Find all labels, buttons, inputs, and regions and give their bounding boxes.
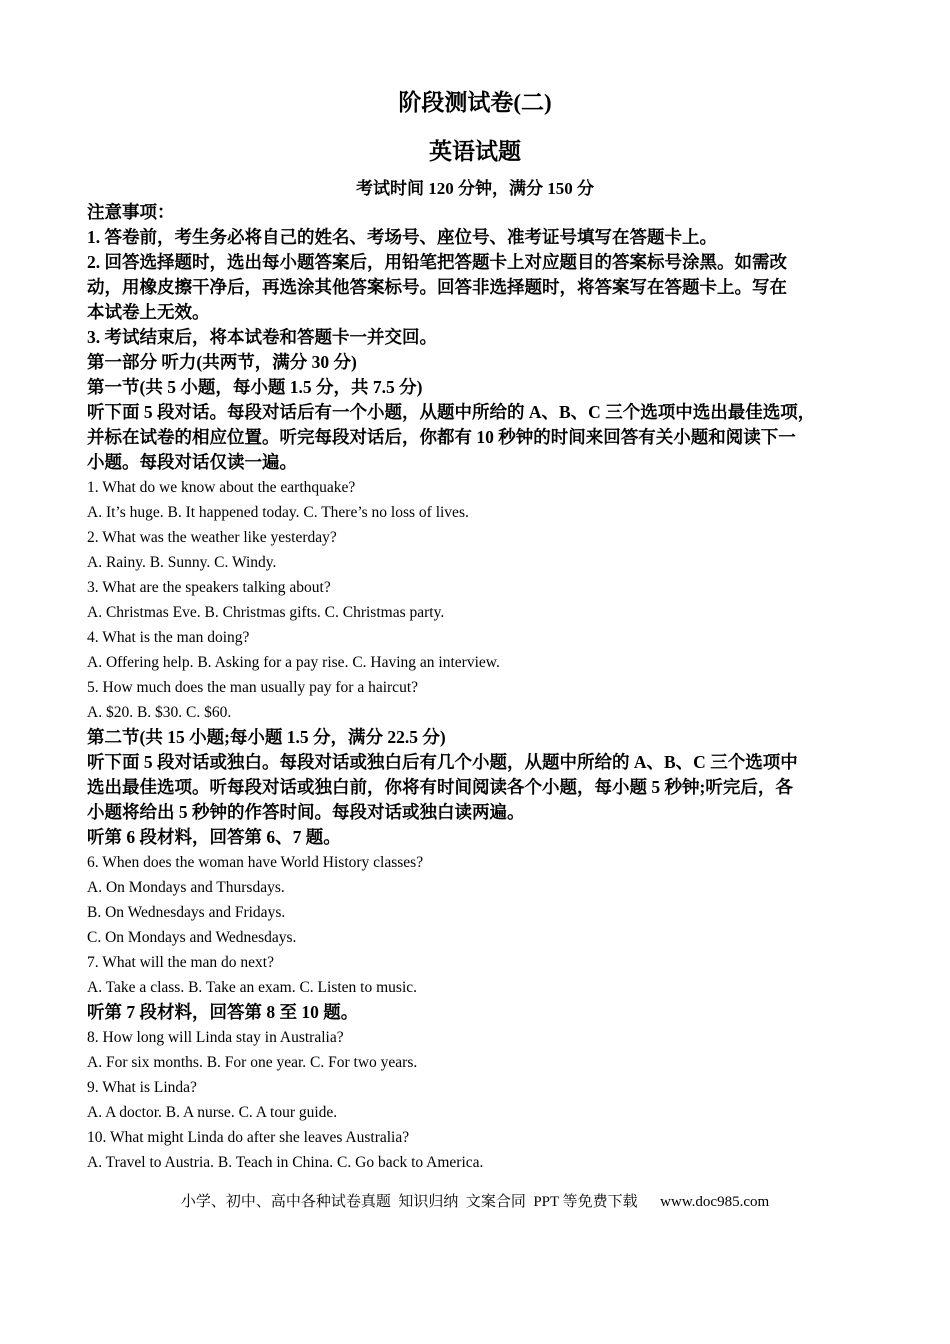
question-line: 5. How much does the man usually pay for a haircut? [87,679,419,696]
question-line: A. A doctor. B. A nurse. C. A tour guide. [87,1104,338,1121]
question-line: A. $20. B. $30. C. $60. [87,704,232,721]
question-line: A. Christmas Eve. B. Christmas gifts. C. Christmas party. [87,604,445,621]
question-line: 1. What do we know about the earthquake? [87,479,356,496]
question-line: A. Offering help. B. Asking for a pay rise. C. Having an interview. [87,654,500,671]
question-line: C. On Mondays and Wednesdays. [87,929,297,946]
instruction-line: 听第 6 段材料，回答第 6、7 题。 [87,827,341,847]
question-line: 6. When does the woman have World History classes? [87,854,424,871]
question-line: A. It’s huge. B. It happened today. C. There’s no loss of lives. [87,504,469,521]
instruction-line: 注意事项： [87,202,175,222]
question-line: A. On Mondays and Thursdays. [87,879,285,896]
instruction-line: 3. 考试结束后，将本试卷和答题卡一并交回。 [87,327,437,347]
document-body [87,200,877,1175]
instruction-line: 第二节(共 15 小题;每小题 1.5 分，满分 22.5 分) [87,727,446,747]
instruction-line: 动，用橡皮擦干净后，再选涂其他答案标号。回答非选择题时，将答案写在答题卡上。写在 [87,277,787,297]
question-line: 4. What is the man doing? [87,629,250,646]
instruction-line: 听下面 5 段对话。每段对话后有一个小题，从题中所给的 A、B、C 三个选项中选出最佳选项， [87,402,816,422]
instruction-line: 第一节(共 5 小题，每小题 1.5 分，共 7.5 分) [87,377,423,397]
exam-info: 考试时间 120 分钟，满分 150 分 [356,179,594,198]
instruction-line: 选出最佳选项。听每段对话或独白前，你将有时间阅读各个小题，每小题 5 秒钟;听完后，各 [87,777,793,797]
page-title: 阶段测试卷(二) [398,90,552,115]
question-line: 9. What is Linda? [87,1079,197,1096]
subject-title: 英语试题 [429,139,521,164]
question-line: B. On Wednesdays and Fridays. [87,904,286,921]
instruction-line: 听第 7 段材料，回答第 8 至 10 题。 [87,1002,359,1022]
footer-note: 小学、初中、高中各种试卷真题 知识归纳 文案合同 PPT 等免费下载 www.doc985.com [180,1194,770,1210]
instruction-line: 本试卷上无效。 [87,302,210,322]
question-line: A. Travel to Austria. B. Teach in China. C. Go back to America. [87,1154,484,1171]
question-line: 10. What might Linda do after she leaves Australia? [87,1129,410,1146]
question-line: A. Take a class. B. Take an exam. C. Listen to music. [87,979,418,996]
instruction-line: 第一部分 听力(共两节，满分 30 分) [87,352,357,372]
question-line: 3. What are the speakers talking about? [87,579,331,596]
question-line: 7. What will the man do next? [87,954,274,971]
instruction-line: 2. 回答选择题时，选出每小题答案后，用铅笔把答题卡上对应题目的答案标号涂黑。如需改 [87,252,787,272]
question-line: A. Rainy. B. Sunny. C. Windy. [87,554,277,571]
instruction-line: 1. 答卷前，考生务必将自己的姓名、考场号、座位号、准考证号填写在答题卡上。 [87,227,717,247]
instruction-line: 听下面 5 段对话或独白。每段对话或独白后有几个小题，从题中所给的 A、B、C 三个选项中 [87,752,798,772]
instruction-line: 小题。每段对话仅读一遍。 [87,452,297,472]
instruction-line: 小题将给出 5 秒钟的作答时间。每段对话或独白读两遍。 [87,802,525,822]
question-line: 8. How long will Linda stay in Australia? [87,1029,344,1046]
instruction-line: 并标在试卷的相应位置。听完每段对话后，你都有 10 秒钟的时间来回答有关小题和阅读下一 [87,427,796,447]
question-line: 2. What was the weather like yesterday? [87,529,337,546]
question-line: A. For six months. B. For one year. C. For two years. [87,1054,418,1071]
